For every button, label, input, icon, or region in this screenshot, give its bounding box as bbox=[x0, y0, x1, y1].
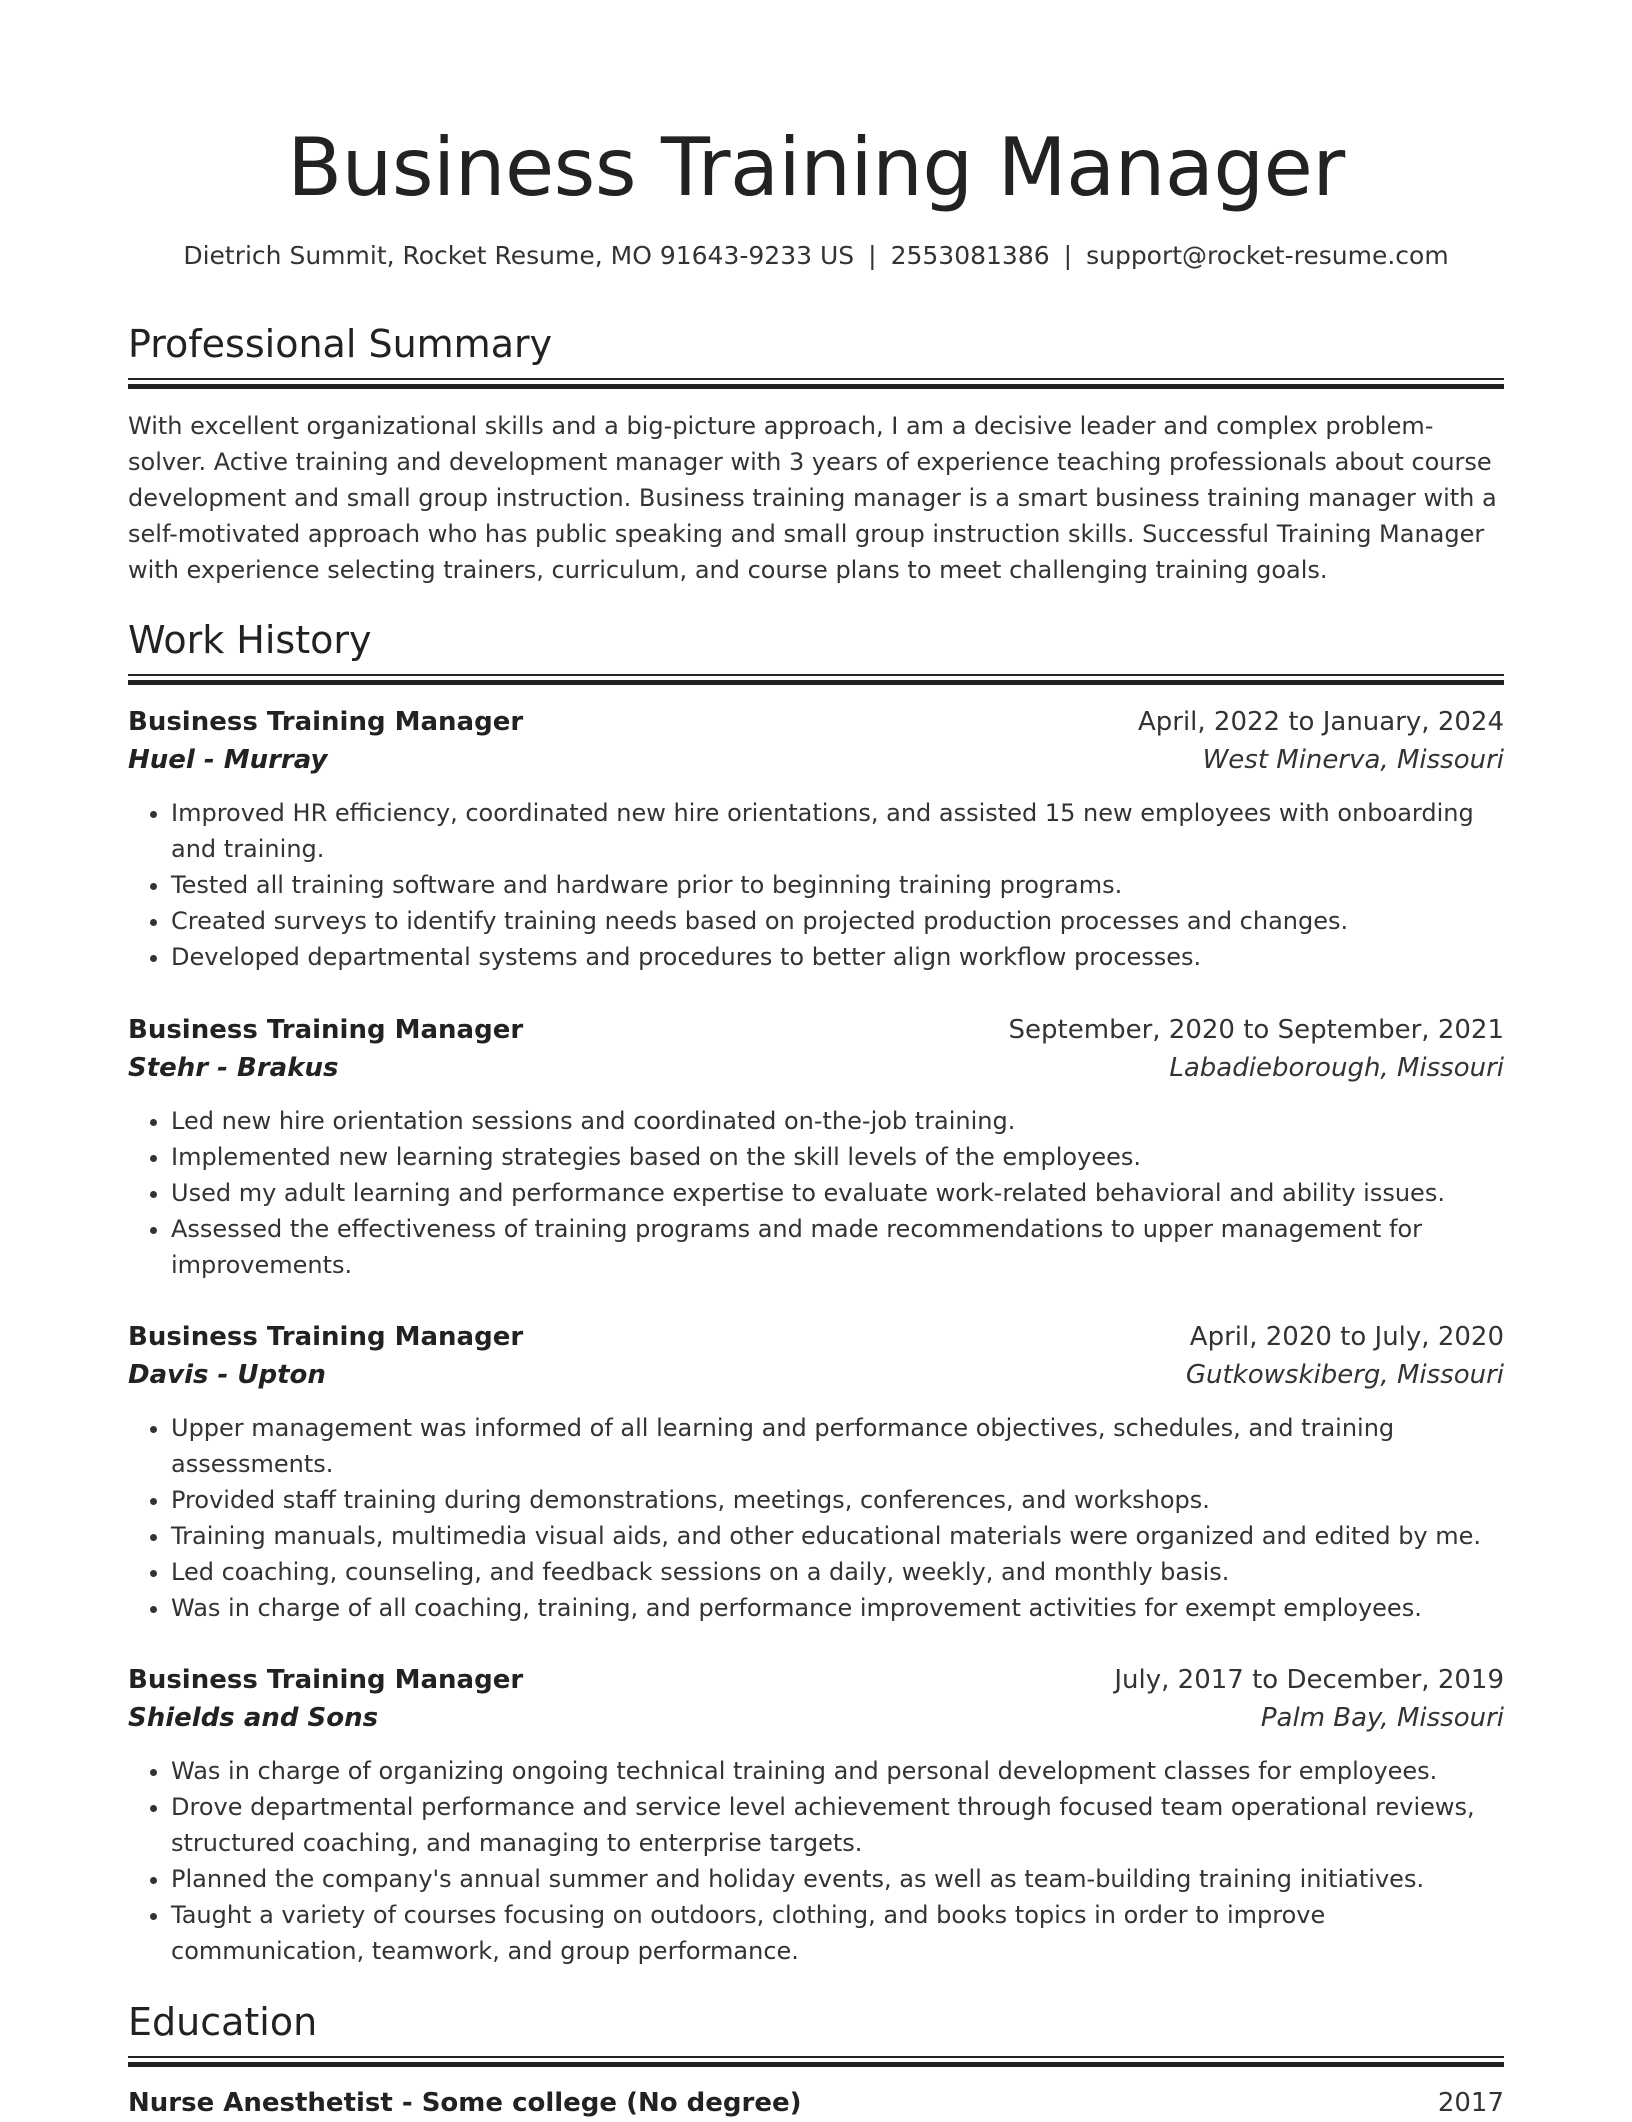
education-year: 2017 bbox=[1437, 2088, 1504, 2118]
job-location: Gutkowskiberg, Missouri bbox=[1185, 1360, 1504, 1390]
job-bullets bbox=[128, 1753, 1504, 1969]
job-dates: September, 2020 to September, 2021 bbox=[1008, 1015, 1504, 1045]
section-divider bbox=[128, 674, 1504, 685]
contact-email: support@rocket-resume.com bbox=[1086, 241, 1449, 270]
education-degree: Nurse Anesthetist - Some college (No degree) bbox=[128, 2088, 802, 2118]
job-dates: April, 2020 to July, 2020 bbox=[1189, 1322, 1504, 1352]
job-bullet: • Improved HR efficiency, coordinated new hire orientations, and assisted 15 new employees with onboarding and training. bbox=[171, 795, 1504, 867]
job-company: Davis - Upton bbox=[128, 1360, 326, 1390]
job-bullets bbox=[128, 1103, 1504, 1283]
job-company: Stehr - Brakus bbox=[128, 1053, 339, 1083]
education-entry bbox=[128, 2084, 1504, 2122]
section-divider bbox=[128, 2056, 1504, 2067]
job-entry bbox=[128, 703, 1504, 975]
job-company: Shields and Sons bbox=[128, 1703, 379, 1733]
job-title: Business Training Manager bbox=[128, 1322, 524, 1352]
resume-name: Business Training Manager bbox=[287, 121, 1345, 214]
job-bullet: • Was in charge of all coaching, training, and performance improvement activities for exempt employees. bbox=[171, 1590, 1504, 1626]
job-location: West Minerva, Missouri bbox=[1202, 745, 1504, 775]
job-title: Business Training Manager bbox=[128, 707, 524, 737]
job-bullet: • Taught a variety of courses focusing on outdoors, clothing, and books topics in order to improve communication, teamwork, and group performance. bbox=[171, 1897, 1504, 1969]
job-location: Palm Bay, Missouri bbox=[1260, 1703, 1504, 1733]
work-history-heading: Work History bbox=[128, 618, 372, 662]
job-dates: July, 2017 to December, 2019 bbox=[1114, 1665, 1504, 1695]
job-bullets bbox=[128, 795, 1504, 975]
contact-phone: 2553081386 bbox=[890, 241, 1050, 270]
contact-line bbox=[128, 238, 1504, 274]
job-title: Business Training Manager bbox=[128, 1665, 524, 1695]
job-company: Huel - Murray bbox=[128, 745, 328, 775]
job-bullet: • Training manuals, multimedia visual aids, and other educational materials were organized and edited by me. bbox=[171, 1518, 1504, 1554]
job-bullet: • Drove departmental performance and service level achievement through focused team operational reviews, structured coaching, and managing to enterprise targets. bbox=[171, 1789, 1504, 1861]
job-entry bbox=[128, 1011, 1504, 1283]
job-title: Business Training Manager bbox=[128, 1015, 524, 1045]
contact-separator: | bbox=[1063, 241, 1073, 270]
summary-text: With excellent organizational skills and a big-picture approach, I am a decisive leader and complex problem-solver. Active training and development manager with 3 years of experience teaching professionals about course development and small group instruction. Business training manager is a smart business training manager with a self-motivated approach who has public speaking and small group instruction skills. Successful Training Manager with experience selecting trainers, curriculum, and course plans to meet challenging training goals. bbox=[128, 412, 1497, 584]
section-divider bbox=[128, 378, 1504, 389]
job-bullet: • Planned the company's annual summer and holiday events, as well as team-building training initiatives. bbox=[171, 1861, 1504, 1897]
job-bullet: • Assessed the effectiveness of training programs and made recommendations to upper management for improvements. bbox=[171, 1211, 1504, 1283]
job-bullet: • Upper management was informed of all learning and performance objectives, schedules, and training assessments. bbox=[171, 1410, 1504, 1482]
job-location: Labadieborough, Missouri bbox=[1169, 1053, 1504, 1083]
summary-heading: Professional Summary bbox=[128, 322, 553, 366]
job-bullet: • Used my adult learning and performance expertise to evaluate work-related behavioral and ability issues. bbox=[171, 1175, 1504, 1211]
job-bullet: • Implemented new learning strategies based on the skill levels of the employees. bbox=[171, 1139, 1504, 1175]
job-dates: April, 2022 to January, 2024 bbox=[1137, 707, 1504, 737]
job-bullet: • Led coaching, counseling, and feedback sessions on a daily, weekly, and monthly basis. bbox=[171, 1554, 1504, 1590]
job-bullet: • Created surveys to identify training needs based on projected production processes and changes. bbox=[171, 903, 1504, 939]
job-bullet: • Was in charge of organizing ongoing technical training and personal development classes for employees. bbox=[171, 1753, 1504, 1789]
job-bullets bbox=[128, 1410, 1504, 1626]
contact-separator: | bbox=[868, 241, 877, 270]
education-heading: Education bbox=[128, 2000, 318, 2044]
job-bullet: • Provided staff training during demonstrations, meetings, conferences, and workshops. bbox=[171, 1482, 1504, 1518]
job-entry bbox=[128, 1318, 1504, 1626]
job-bullet: • Tested all training software and hardware prior to beginning training programs. bbox=[171, 867, 1504, 903]
job-bullet: • Led new hire orientation sessions and coordinated on-the-job training. bbox=[171, 1103, 1504, 1139]
job-entry bbox=[128, 1661, 1504, 1969]
contact-address: Dietrich Summit, Rocket Resume, MO 91643-9233 US bbox=[183, 241, 855, 270]
job-bullet: • Developed departmental systems and procedures to better align workflow processes. bbox=[171, 939, 1504, 975]
